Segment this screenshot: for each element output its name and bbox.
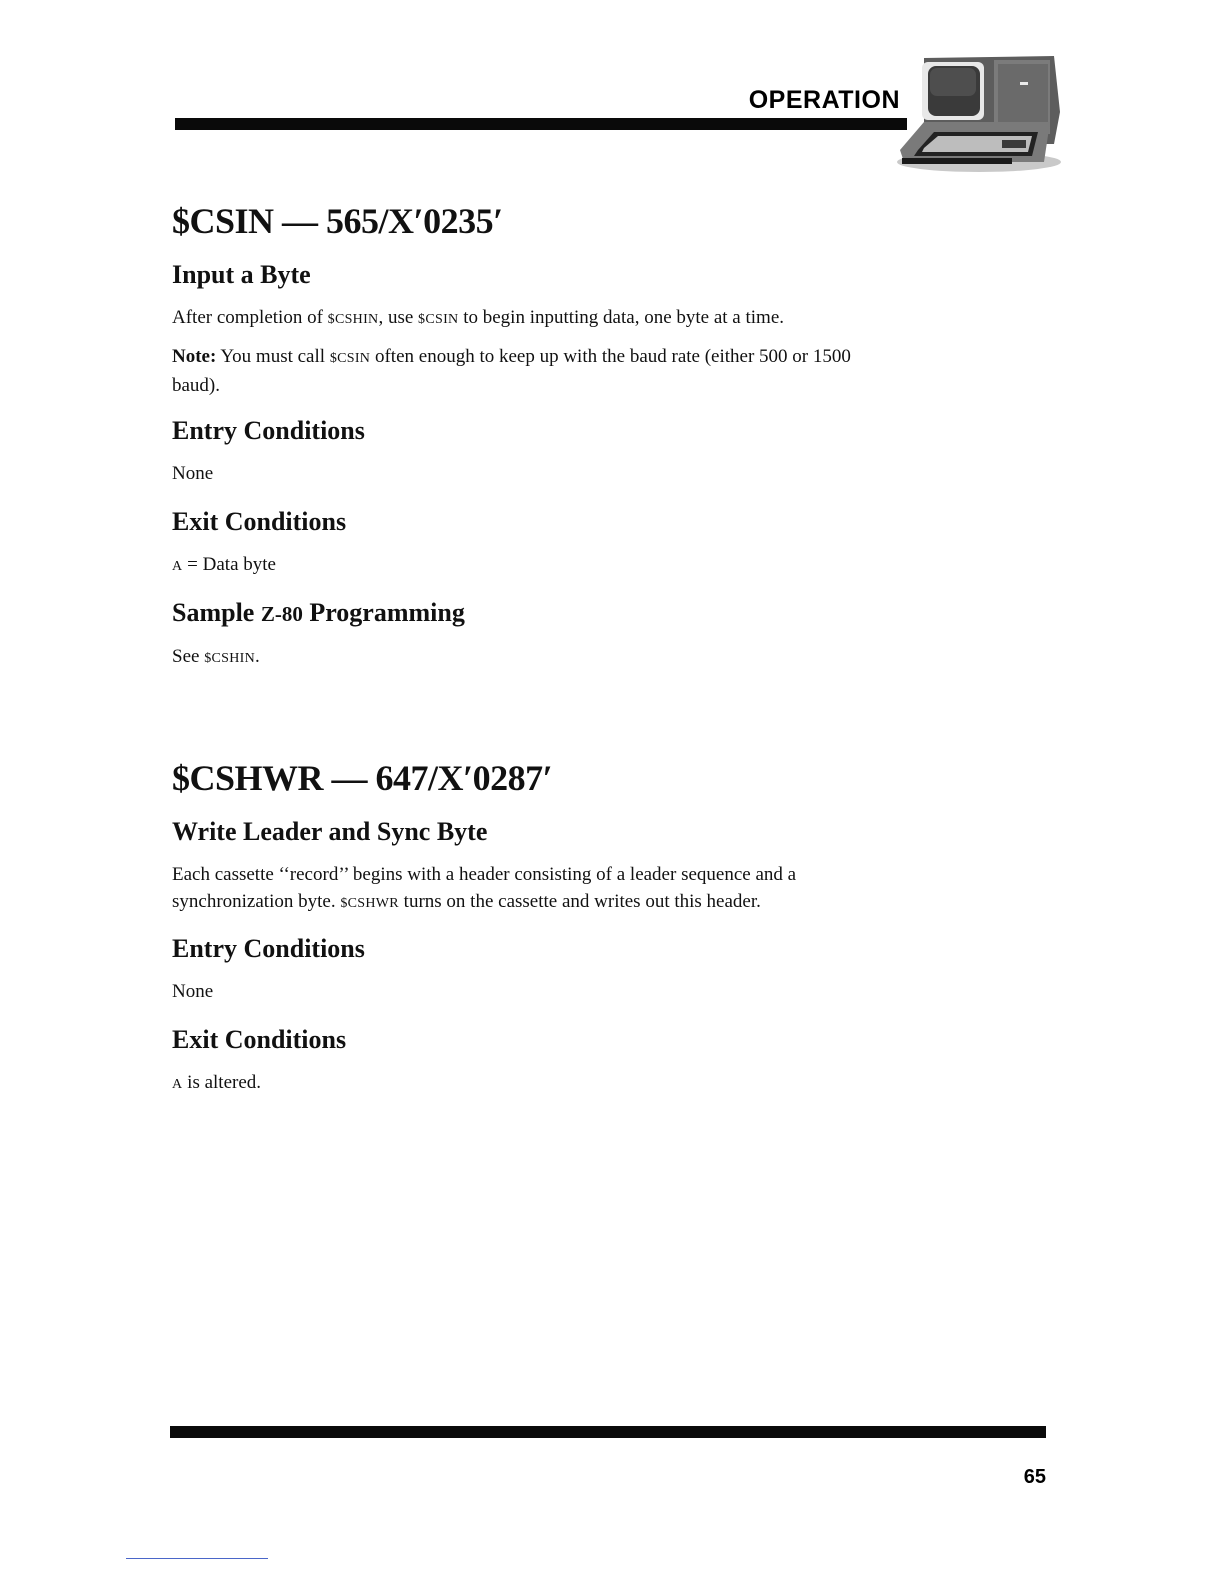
register-ref: A <box>172 559 183 574</box>
entry-conditions-heading: Entry Conditions <box>172 416 365 445</box>
section-subtitle-cshwr: Write Leader and Sync Byte <box>172 817 488 846</box>
intro-paragraph-csin: After completion of $CSHIN, use $CSIN to begin inputting data, one byte at a time. <box>172 307 785 328</box>
code-ref: $CSHWR <box>340 896 399 911</box>
sample-programming-text: See $CSHIN. <box>172 646 260 667</box>
code-ref: $CSHIN <box>204 651 255 666</box>
code-ref: $CSIN <box>418 312 459 327</box>
footer-rule <box>170 1426 1046 1438</box>
exit-conditions-text: A = Data byte <box>172 554 276 575</box>
exit-conditions-heading: Exit Conditions <box>172 507 347 536</box>
note-label: Note: <box>172 346 217 367</box>
section-subtitle-csin: Input a Byte <box>172 260 311 289</box>
section-title-csin: $CSIN — 565/X′0235′ <box>172 201 503 241</box>
exit-conditions-text: A is altered. <box>172 1072 262 1093</box>
scan-edge-line <box>126 1558 268 1559</box>
intro-paragraph-cshwr: Each cassette ‘‘record’’ begins with a header consisting of a leader sequence and a synchronization byte. $CSHWR turns on the cassette and writes out this header. <box>172 864 797 912</box>
code-ref: $CSHIN <box>327 312 379 327</box>
page-number: 65 <box>1023 1466 1046 1488</box>
exit-conditions-heading: Exit Conditions <box>172 1025 347 1054</box>
code-ref: $CSIN <box>329 351 371 366</box>
register-ref: A <box>172 1077 183 1092</box>
sample-programming-heading: Sample Z-80 Programming <box>172 598 465 627</box>
section-header-label: OPERATION <box>748 86 900 114</box>
section-title-cshwr: $CSHWR — 647/X′0287′ <box>172 758 553 798</box>
trs-80-computer-icon <box>894 52 1064 174</box>
entry-conditions-heading: Entry Conditions <box>172 934 365 963</box>
entry-conditions-text: None <box>172 463 214 484</box>
header-rule <box>175 118 907 130</box>
entry-conditions-text: None <box>172 981 214 1002</box>
note-paragraph: Note: You must call $CSIN often enough to keep up with the baud rate (either 500 or 1500 baud). <box>172 346 851 396</box>
